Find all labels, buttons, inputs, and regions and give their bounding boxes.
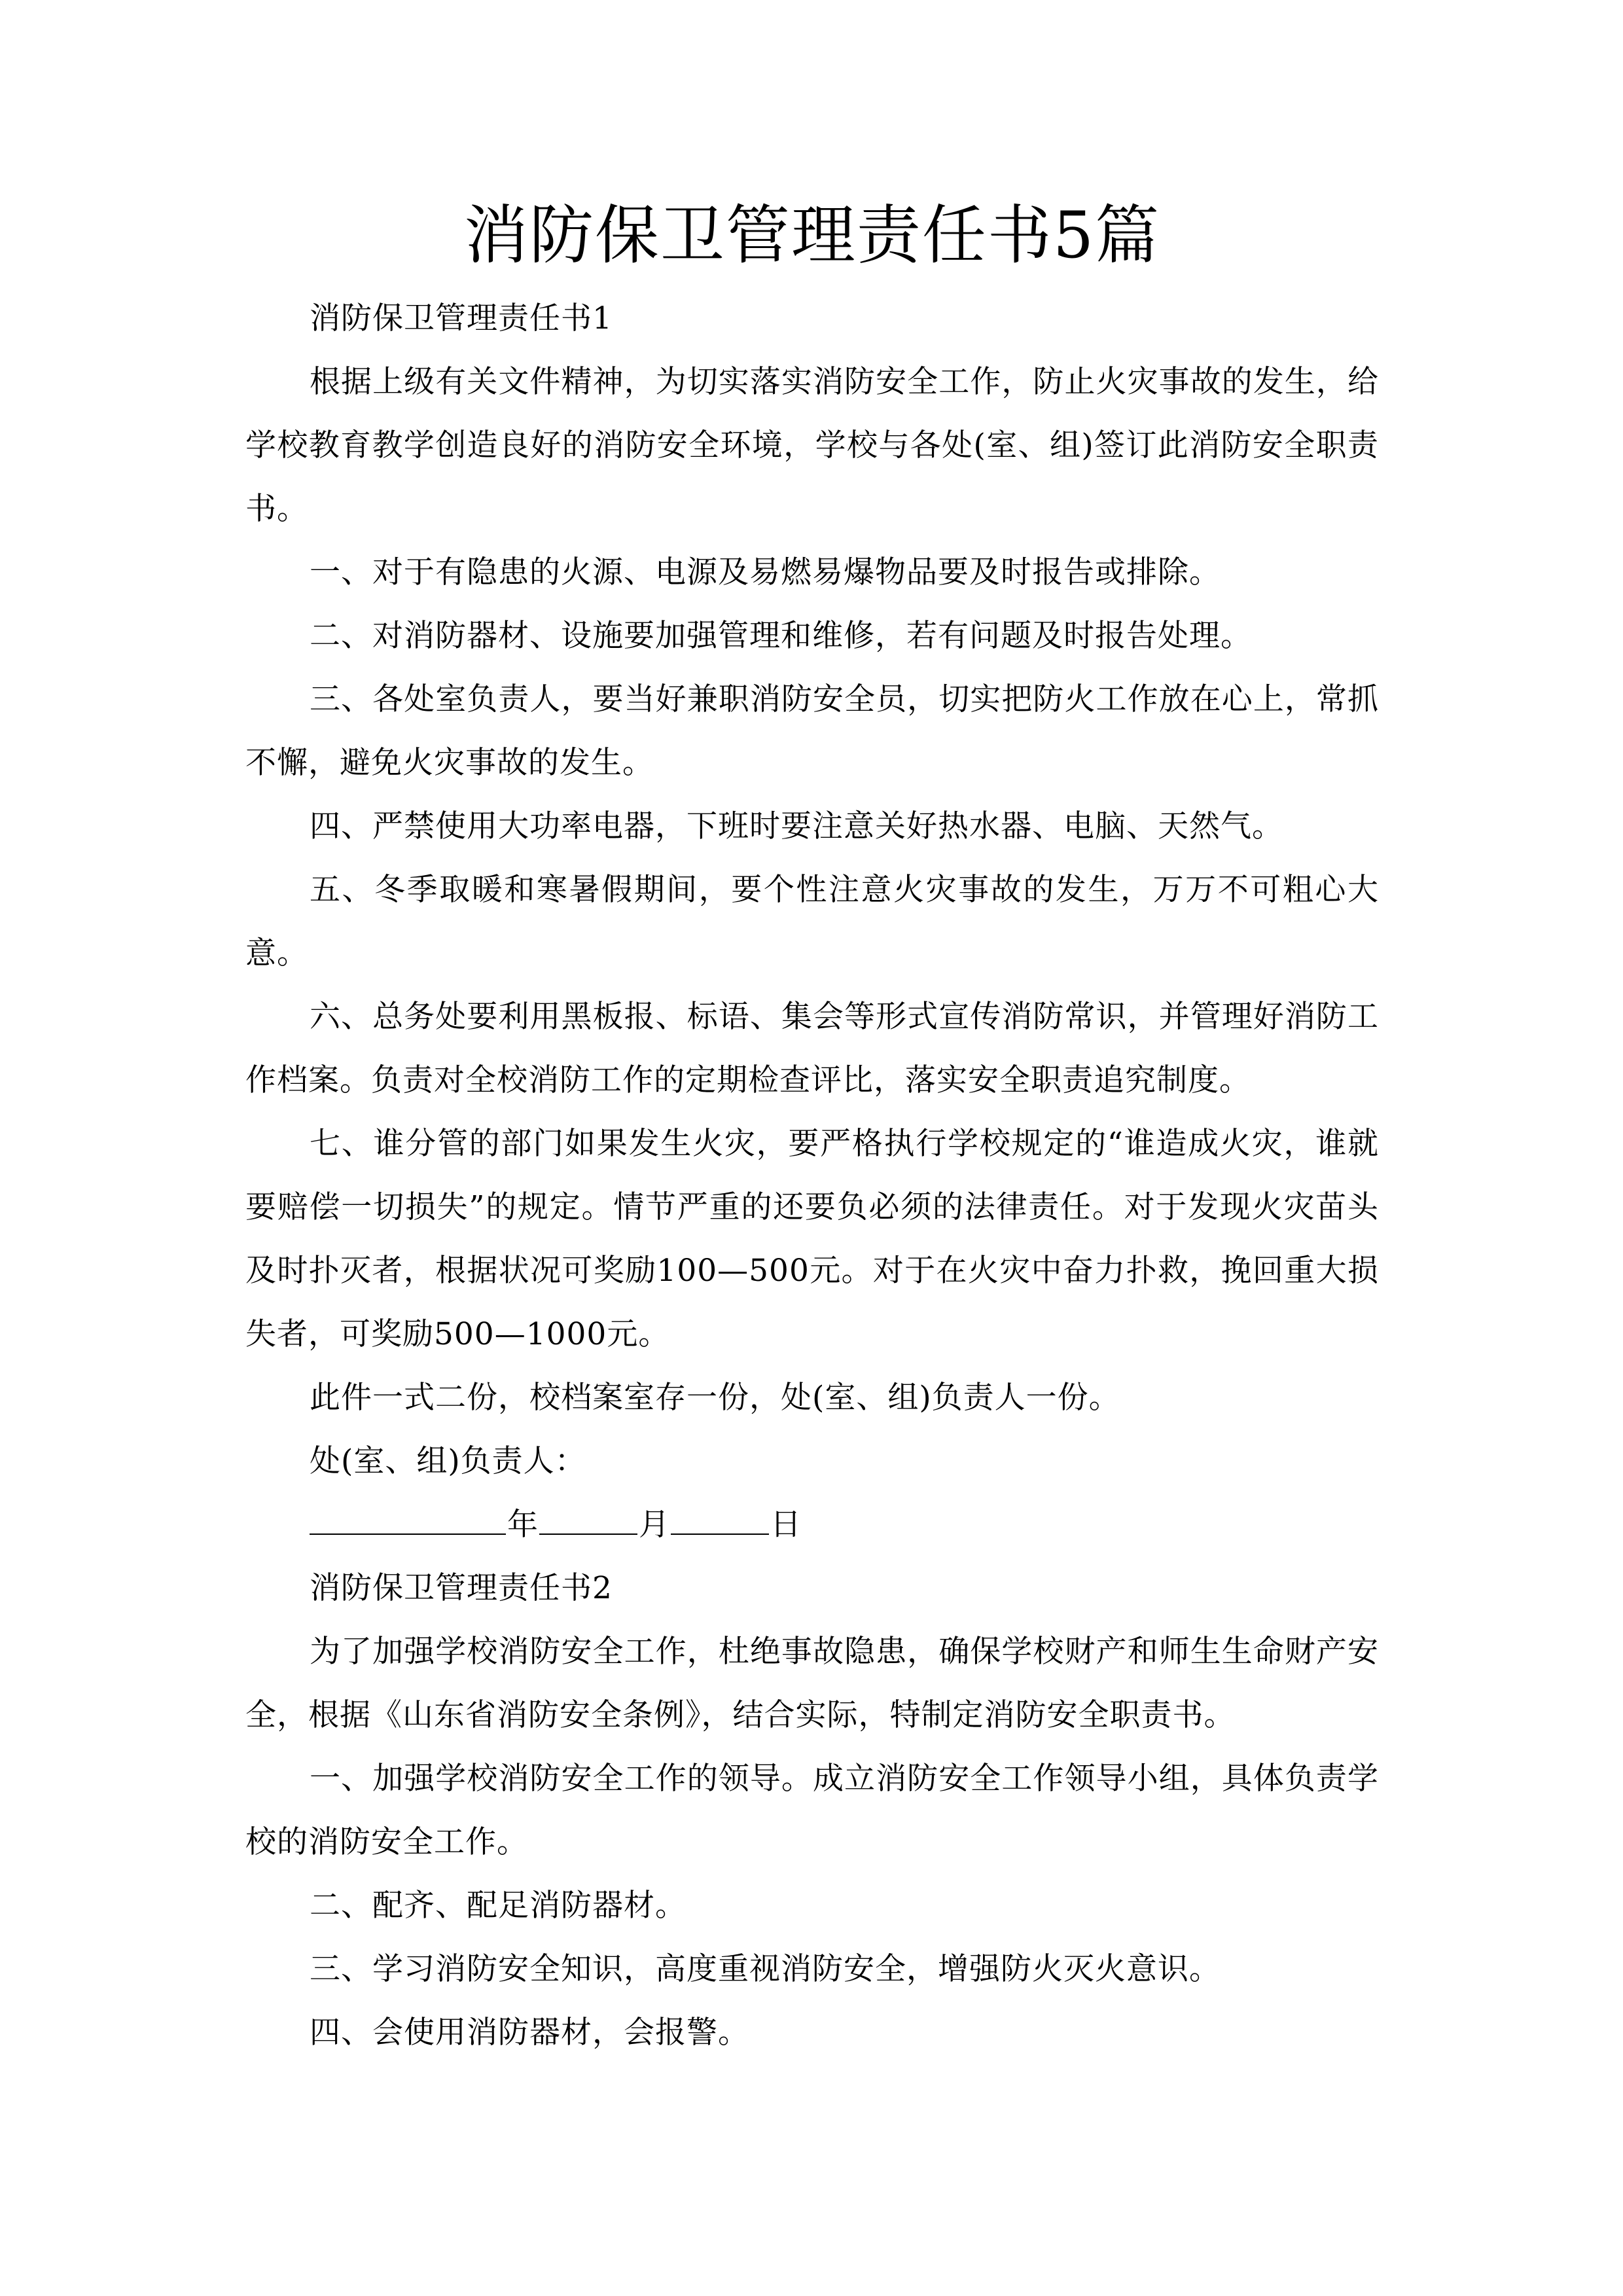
year-label: 年 (507, 1507, 538, 1543)
section-intro: 根据上级有关文件精神，为切实落实消防安全工作，防止火灾事故的发生，给学校教育教学创造良好的消防安全环境，学校与各处(室、组)签订此消防安全职责书。 (245, 364, 1379, 527)
clause-item: 六、总务处要利用黑板报、标语、集会等形式宣传消防常识，并管理好消防工作档案。负责对全校消防工作的定期检查评比，落实安全职责追究制度。 (245, 999, 1379, 1098)
year-blank (310, 1507, 506, 1535)
clause-item: 五、冬季取暖和寒暑假期间，要个性注意火灾事故的发生，万万不可粗心大意。 (245, 872, 1379, 971)
clause-item: 一、对于有隐患的火源、电源及易燃易爆物品要及时报告或排除。 (310, 554, 1221, 590)
clause-item: 七、谁分管的部门如果发生火灾，要严格执行学校规定的“谁造成火灾，谁就要赔偿一切损失”的规定。情节严重的还要负必须的法律责任。对于发现火灾苗头及时扑灭者，根据状况可奖励100—500元。对于在火灾中奋力扑救，挽回重大损失者，可奖励500—1000元。 (245, 1126, 1379, 1352)
section-intro: 为了加强学校消防安全工作，杜绝事故隐患，确保学校财产和师生生命财产安全，根据《山东省消防安全条例》，结合实际，特制定消防安全职责书。 (245, 1634, 1379, 1733)
clause-item: 二、对消防器材、设施要加强管理和维修，若有问题及时报告处理。 (310, 618, 1252, 654)
date-line (245, 1493, 1379, 1556)
day-blank (671, 1507, 769, 1535)
section-2 (245, 1556, 1379, 2064)
clause-item: 一、加强学校消防安全工作的领导。成立消防安全工作领导小组，具体负责学校的消防安全工作。 (245, 1761, 1379, 1860)
clause-item: 三、学习消防安全知识，高度重视消防安全，增强防火灭火意识。 (310, 1951, 1221, 1987)
month-blank (539, 1507, 637, 1535)
clause-item: 三、各处室负责人，要当好兼职消防安全员，切实把防火工作放在心上，常抓不懈，避免火灾事故的发生。 (245, 681, 1379, 781)
clause-item: 四、会使用消防器材，会报警。 (310, 2015, 749, 2051)
section-heading: 消防保卫管理责任书2 (310, 1570, 613, 1606)
document-body (245, 287, 1379, 2064)
clause-item: 二、配齐、配足消防器材。 (310, 1888, 687, 1924)
copies-note: 此件一式二份，校档案室存一份，处(室、组)负责人一份。 (310, 1380, 1120, 1416)
clause-item: 四、严禁使用大功率电器，下班时要注意关好热水器、电脑、天然气。 (310, 808, 1283, 844)
section-heading: 消防保卫管理责任书1 (310, 300, 613, 336)
section-1 (245, 287, 1379, 1556)
document-title: 消防保卫管理责任书5篇 (463, 198, 1161, 273)
signature-label: 处(室、组)负责人： (310, 1443, 586, 1479)
month-label: 月 (639, 1507, 669, 1543)
day-label: 日 (770, 1507, 801, 1543)
